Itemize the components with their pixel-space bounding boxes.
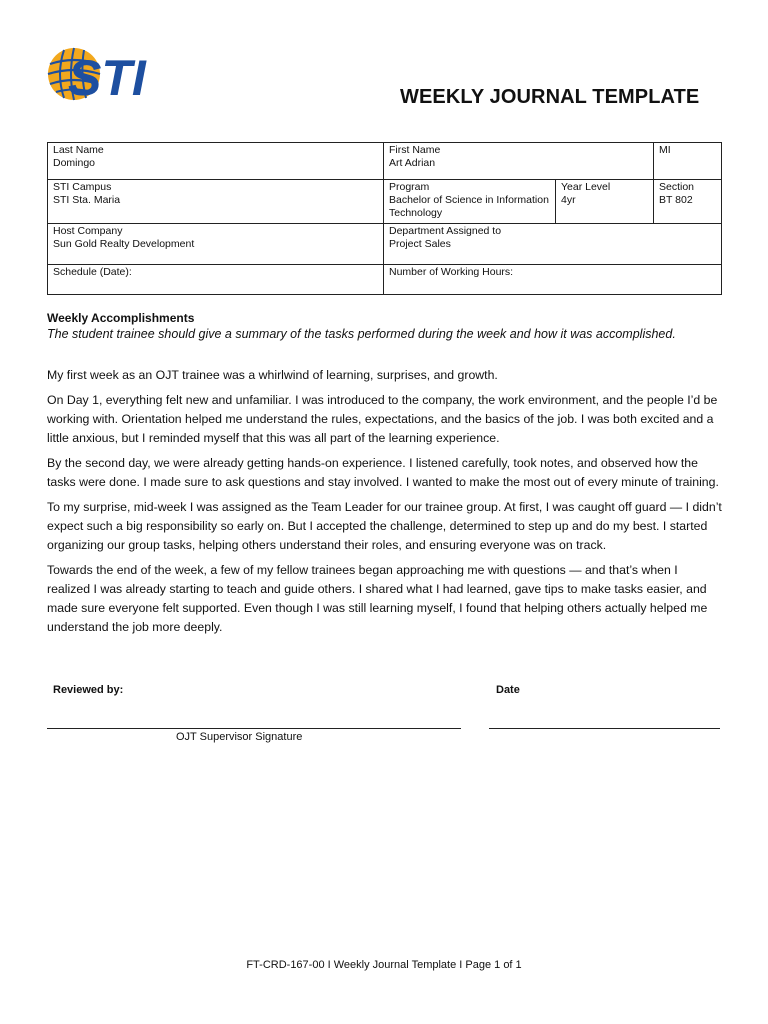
- year-level-value: 4yr: [561, 194, 576, 206]
- department-cell: [384, 224, 722, 265]
- last-name-label: Last Name: [53, 144, 104, 156]
- last-name-value: Domingo: [53, 157, 96, 169]
- journal-body: [47, 366, 723, 643]
- host-company-label: Host Company: [53, 225, 123, 237]
- section-cell: [654, 180, 722, 224]
- department-label: Department Assigned to: [389, 225, 502, 237]
- department-value: Project Sales: [389, 238, 451, 250]
- accomplishments-instruction: The student trainee should give a summary of the tasks performed during the week and how it was accomplished.: [47, 327, 676, 341]
- program-label: Program: [389, 181, 430, 193]
- first-name-cell: [384, 143, 654, 180]
- mi-label: MI: [659, 144, 671, 156]
- accomplishments-heading: Weekly Accomplishments: [47, 311, 195, 325]
- year-level-label: Year Level: [561, 181, 611, 193]
- schedule-cell: [48, 265, 384, 295]
- campus-cell: [48, 180, 384, 224]
- host-company-cell: [48, 224, 384, 265]
- page-title: WEEKLY JOURNAL TEMPLATE: [400, 86, 700, 108]
- page-footer: FT-CRD-167-00 I Weekly Journal Template I Page 1 of 1: [246, 959, 522, 971]
- trainee-info-table: [47, 142, 722, 295]
- journal-paragraph: Towards the end of the week, a few of my fellow trainees began approaching me with questions — and that’s when I realized I was already starting to teach and guide others. I shared what I had learned, gave tips to make tasks easier, and made sure everyone felt supported. Even though I was still learning myself, I found that helping others actually helped me understand the job more deeply.: [47, 563, 708, 634]
- svg-text:STI: STI: [68, 50, 146, 106]
- journal-paragraph: To my surprise, mid-week I was assigned as the Team Leader for our trainee group. At first, I was caught off guard — I didn’t expect such a big responsibility so early on. But I accepted the challenge, determined to step up and do my best. I started organizing our group tasks, helping others understand their roles, and ensuring everyone was on track.: [47, 500, 722, 552]
- mi-cell: [654, 143, 722, 180]
- date-line: [489, 728, 720, 729]
- journal-paragraph: My first week as an OJT trainee was a whirlwind of learning, surprises, and growth.: [47, 368, 498, 382]
- campus-label: STI Campus: [53, 181, 112, 193]
- first-name-value: Art Adrian: [389, 157, 436, 169]
- working-hours-label: Number of Working Hours:: [389, 266, 514, 278]
- reviewed-by-label: Reviewed by:: [53, 684, 124, 696]
- year-level-cell: [556, 180, 654, 224]
- last-name-cell: [48, 143, 384, 180]
- sti-logo: [44, 42, 180, 106]
- program-value: Bachelor of Science in Information Technology: [389, 194, 549, 219]
- section-value: BT 802: [659, 194, 693, 206]
- campus-value: STI Sta. Maria: [53, 194, 121, 206]
- program-cell: [384, 180, 556, 224]
- signature-line: [47, 728, 461, 729]
- schedule-label: Schedule (Date):: [53, 266, 132, 278]
- signature-caption: OJT Supervisor Signature: [176, 731, 303, 743]
- journal-paragraph: On Day 1, everything felt new and unfamiliar. I was introduced to the company, the work environment, and the people I’d be working with. Orientation helped me understand the rules, expectations, and the basics of the job. I was both excited and a little anxious, but I reminded myself that this was all part of the learning experience.: [47, 393, 718, 445]
- date-label: Date: [496, 684, 520, 696]
- working-hours-cell: [384, 265, 722, 295]
- section-label: Section: [659, 181, 695, 193]
- host-company-value: Sun Gold Realty Development: [53, 238, 195, 250]
- journal-paragraph: By the second day, we were already getting hands-on experience. I listened carefully, took notes, and observed how the tasks were done. I made sure to ask questions and stay involved. I wanted to make the most out of every minute of training.: [47, 456, 719, 489]
- first-name-label: First Name: [389, 144, 441, 156]
